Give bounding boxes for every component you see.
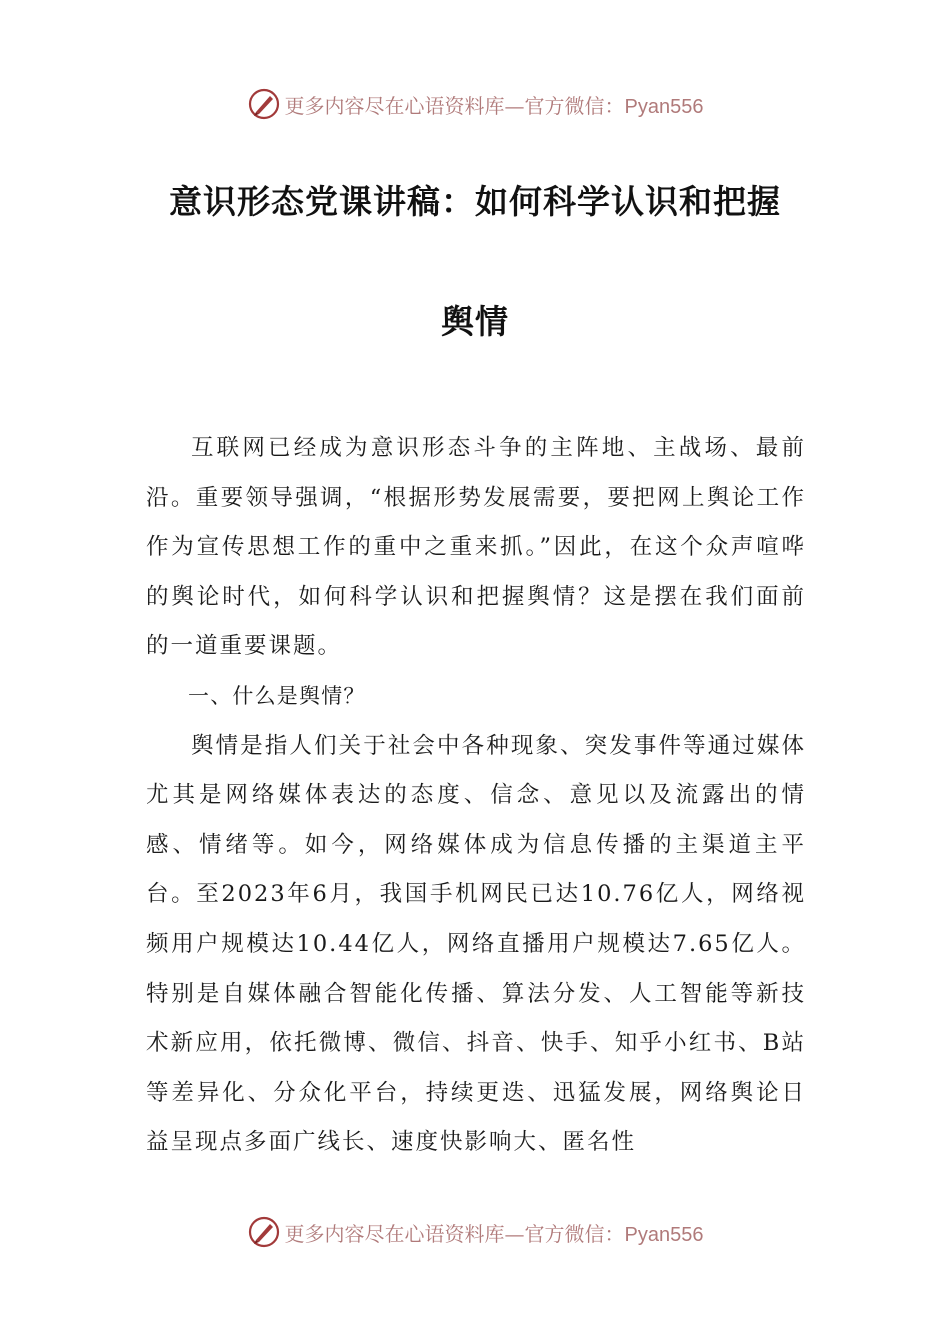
document-title-line2: 舆情 [441,302,509,341]
document-title-line1: 意识形态党课讲稿：如何科学认识和把握 [169,182,781,221]
paragraph-definition: 舆情是指人们关于社会中各种现象、突发事件等通过媒体尤其是网络媒体表达的态度、信念、意见以及流露出的情感、情绪等。如今，网络媒体成为信息传播的主渠道主平台。至2023年6月，我国手机网民已达10.76亿人，网络视频用户规模达10.44亿人，网络直播用户规模达7.65亿人。特别是自媒体融合智能化传播、算法分发、人工智能等新技术新应用，依托微博、微信、抖音、快手、知乎小红书、B站等差异化、分众化平台，持续更迭、迅猛发展，网络舆论日益呈现点多面广线长、速度快影响大、匿名性 [146,732,806,1156]
section-heading: 一、什么是舆情？ [188,683,366,708]
pen-logo-icon [247,1215,281,1249]
document-body [146,424,806,1168]
footer-watermark [0,1212,950,1252]
header-watermark [0,84,950,124]
paragraph-intro: 互联网已经成为意识形态斗争的主阵地、主战场、最前沿。重要领导强调，“根据形势发展需要，要把网上舆论工作作为宣传思想工作的重中之重来抓。”因此，在这个众声喧哗的舆论时代，如何科学认识和把握舆情？这是摆在我们面前的一道重要课题。 [146,435,806,660]
watermark-text: 更多内容尽在心语资料库—官方微信：Pyan556 [284,93,704,118]
watermark-text: 更多内容尽在心语资料库—官方微信：Pyan556 [284,1221,704,1246]
watermark-wechat-id: Pyan556 [624,1223,704,1246]
pen-logo-icon [247,87,281,121]
watermark-wechat-id: Pyan556 [624,95,704,118]
